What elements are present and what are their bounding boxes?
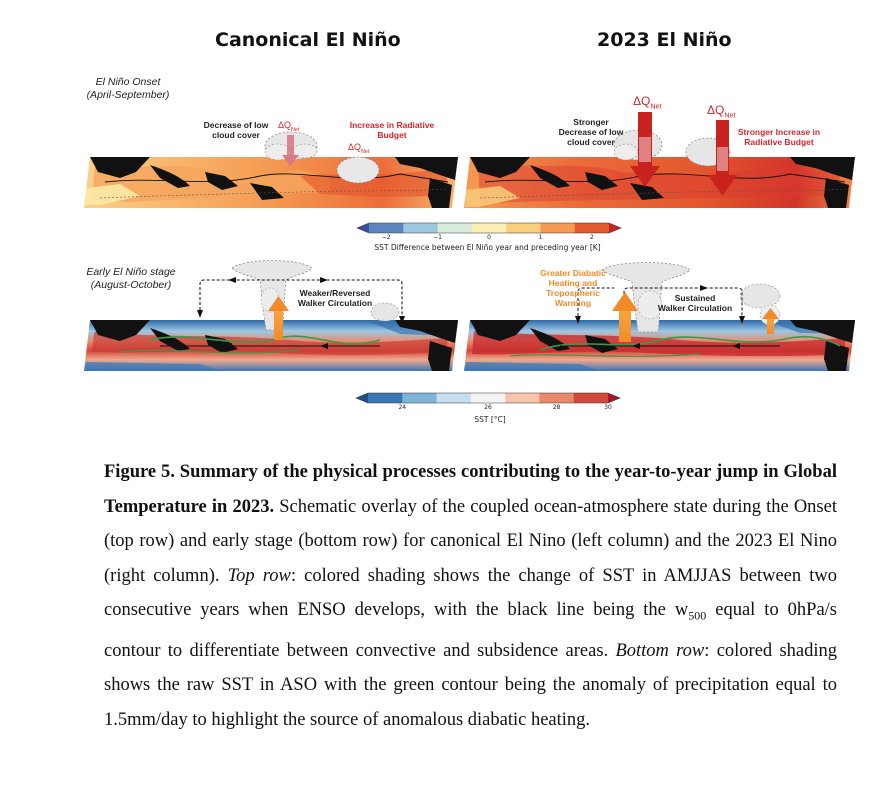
top-colorbar-segment-0 (357, 223, 369, 233)
bottom-colorbar-segment-5 (505, 393, 540, 403)
right-bottom-walker-note (652, 293, 738, 313)
caption-part-1: Schematic overlay of the coupled ocean-atmosphere state during the Onset (top row) and early stage (bottom row) for canonical El Nino (left column) and the 2023 El Nino (right column). (104, 496, 837, 586)
bottom-colorbar-tick-label: 24 (398, 404, 407, 411)
top-row-label-line-2: (April-September) (86, 89, 170, 101)
bottom-colorbar-segment-3 (437, 393, 472, 403)
top-right-anomaly-map (464, 157, 855, 208)
top-row-label-line-1: El Niño Onset (95, 76, 161, 88)
top-colorbar-tick-label: −2 (381, 234, 391, 241)
bottom-colorbar-segment-0 (356, 393, 368, 403)
right-column-title: 2023 El Niño (597, 29, 732, 51)
caption-bottom-row-label: Bottom row (615, 640, 705, 661)
left-top-cloud-note-line-1: Decrease of low (203, 120, 269, 130)
left-column-title: Canonical El Niño (215, 29, 401, 51)
left-top-radiative-note (344, 120, 440, 140)
top-colorbar-tick-label: 2 (589, 234, 594, 241)
left-bottom-walker-note (292, 288, 378, 308)
bottom-colorbar-segment-1 (368, 393, 403, 403)
bottom-colorbar-tick-label: 30 (604, 404, 612, 411)
right-top-radiative-note-line-1: Stronger Increase in (737, 127, 821, 137)
bottom-right-sst-map (464, 320, 855, 371)
top-colorbar-segment-6 (540, 223, 575, 233)
right-top-radiative-note (733, 127, 825, 147)
right-bottom-heating-note-line-4: Warming (554, 298, 592, 308)
bottom-colorbar-label: SST [°C] (474, 415, 506, 424)
bottom-row-label-line-1: Early El Niño stage (86, 266, 176, 278)
left-bottom-walker-note-line-1: Weaker/Reversed (299, 288, 371, 298)
top-colorbar-tick-label: −1 (433, 234, 442, 241)
top-colorbar-segment-4 (472, 223, 507, 233)
right-top-cloud-note (553, 117, 629, 147)
caption-part-2: : colored shading shows the change of SST in AMJJAS between two consecutive years when ENSO develops, with the black line being the w (104, 565, 837, 621)
left-top-dq-label-1: $\Delta Q_{Net}$ (278, 120, 300, 133)
top-left-anomaly-map (84, 157, 458, 208)
right-bottom-heating-note-line-2: Heating and (548, 278, 598, 288)
left-bottom-walker-note-line-2: Walker Circulation (297, 298, 373, 308)
top-colorbar-tick-label: 1 (538, 234, 543, 241)
right-top-cloud-note-line-2: Decrease of low (558, 127, 624, 137)
top-colorbar-segment-8 (609, 223, 621, 233)
bottom-colorbar-tick-label: 28 (552, 404, 561, 411)
right-bottom-heating-note-line-1: Greater Diabatic (540, 268, 606, 278)
right-top-radiative-note-line-2: Radiative Budget (744, 137, 814, 147)
left-top-dq-label-2: $\Delta Q_{Net}$ (348, 142, 370, 155)
right-bottom-walker-note-line-1: Sustained (674, 293, 716, 303)
right-top-dq-label-1: $\Delta Q_{Net}$ (633, 94, 662, 111)
top-colorbar (357, 223, 621, 233)
top-colorbar-segment-7 (575, 223, 610, 233)
bottom-colorbar-segment-6 (539, 393, 574, 403)
bottom-colorbar-segment-7 (574, 393, 609, 403)
top-row-label (80, 76, 176, 102)
figure-caption (104, 455, 837, 737)
bottom-row-label-line-2: (August-October) (90, 279, 172, 291)
right-bottom-heating-note (530, 268, 616, 308)
left-top-radiative-note-line-1: Increase in Radiative (349, 120, 435, 130)
caption-top-row-label: Top row (227, 565, 291, 586)
caption-w-subscript: 500 (688, 609, 707, 624)
top-colorbar-segment-2 (403, 223, 438, 233)
left-top-cloud-note (198, 120, 274, 140)
right-bottom-heating-note-line-3: Tropospheric (546, 288, 600, 298)
caption-part-4: : colored shading shows the raw SST in ASO with the green contour being the anomaly of precipitation equal to 1.5mm/day to highlight the source of anomalous diabatic heating. (104, 640, 838, 730)
top-colorbar-label: SST Difference between El Niño year and preceding year [K] (374, 243, 601, 252)
bottom-row-label (80, 266, 182, 292)
right-top-cloud-note-line-1: Stronger (573, 117, 609, 127)
right-top-dq-label-2: $\Delta Q_{Net}$ (707, 103, 736, 120)
bottom-colorbar-segment-4 (471, 393, 506, 403)
right-bottom-walker-note-line-2: Walker Circulation (657, 303, 733, 313)
left-top-cloud-note-line-2: cloud cover (212, 130, 260, 140)
left-top-radiative-note-line-2: Budget (377, 130, 407, 140)
caption-title: Figure 5. Summary of the physical processes contributing to the year-to-year jump in Global Temperature in 2023. (104, 462, 837, 517)
top-colorbar-tick-label: 0 (487, 234, 491, 241)
caption-part-3: equal to 0hPa/s contour to differentiate between convective and subsidence areas. (104, 600, 838, 661)
bottom-colorbar-segment-8 (608, 393, 620, 403)
bottom-colorbar-segment-2 (402, 393, 437, 403)
bottom-colorbar (356, 393, 620, 403)
top-colorbar-segment-1 (369, 223, 404, 233)
top-colorbar-segment-3 (438, 223, 473, 233)
right-top-cloud-note-line-3: cloud cover (567, 137, 615, 147)
bottom-colorbar-tick-label: 26 (484, 404, 492, 411)
top-colorbar-segment-5 (506, 223, 541, 233)
